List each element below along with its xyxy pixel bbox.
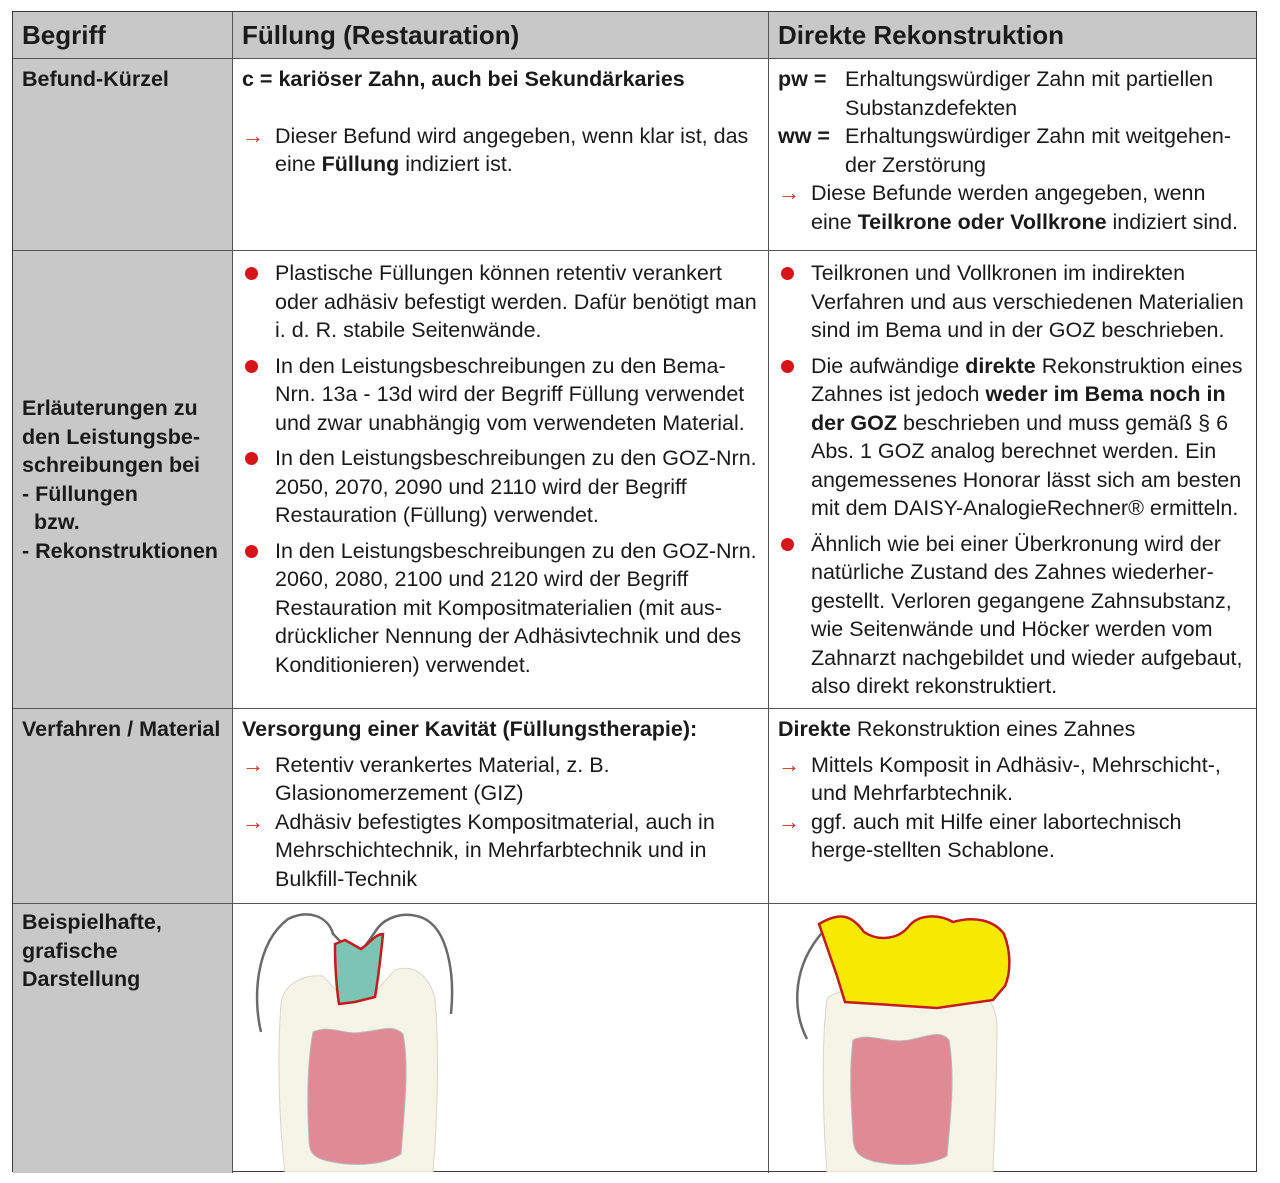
- tooth-crown-illustration: [769, 904, 1256, 1172]
- header-fuellung: Füllung (Restauration): [233, 12, 769, 59]
- cell-erlaeuterung-fuellung: [233, 251, 769, 709]
- arrow-right-icon: →: [242, 751, 264, 777]
- cell-erlaeuterung-rekonstruktion: [769, 251, 1256, 709]
- pulp: [308, 1028, 406, 1164]
- cell-verfahren-fuellung: [233, 709, 769, 904]
- list-item: → Retentiv verankertes Material, z. B. Glasionomerzement (GIZ): [242, 751, 610, 805]
- crown-reconstruction: [819, 916, 1009, 1008]
- arrow-right-icon: →: [242, 122, 264, 148]
- cell-verfahren-rekonstruktion: [769, 709, 1256, 904]
- cell-befund-fuellung: [233, 59, 769, 251]
- bullet-dot-icon: [245, 360, 258, 373]
- header-rekonstruktion: Direkte Rekonstruktion: [769, 12, 1256, 59]
- befund-note-fuellung: → Dieser Befund wird angegeben, wenn klar ist, das eine Füllung indiziert ist.: [242, 122, 749, 176]
- list-item: → Adhäsiv befestigtes Kompositmaterial, auch in Mehrschichtechnik, in Mehrfarbtechnik und in Bulkfill-Technik: [242, 808, 715, 891]
- cell-grafik-fuellung: [233, 904, 769, 1173]
- label-verfahren-material: Verfahren / Material: [13, 709, 233, 904]
- pulp: [851, 1035, 952, 1165]
- label-befund-kuerzel: Befund-Kürzel: [13, 59, 233, 251]
- list-item: → ggf. auch mit Hilfe einer labortechnisch herge-stellten Schablone.: [778, 808, 1182, 862]
- list-item: Plastische Füllungen können retentiv verankert oder adhäsiv befestigt werden. Dafür benötigt man i. d. R. stabile Seitenwände.: [242, 259, 760, 345]
- list-item: Ähnlich wie bei einer Überkronung wird der natürliche Zustand des Zahnes wiederher-gestellt. Verloren gegangene Zahnsubstanz, wie Seitenwände und Höcker werden vom Zahnarzt nachgebildet und wieder aufgebaut, also direkt rekonstruktiert.: [778, 530, 1248, 701]
- list-item: In den Leistungsbeschreibungen zu den GOZ-Nrn. 2050, 2070, 2090 und 2110 wird der Begriff Restauration (Füllung) verwendet.: [242, 444, 760, 530]
- arrow-right-icon: →: [778, 180, 800, 205]
- list-item: In den Leistungsbeschreibungen zu den Bema-Nrn. 13a - 13d wird der Begriff Füllung verwendet und zwar unabhängig vom verwendeten Material.: [242, 352, 760, 438]
- bullet-dot-icon: [781, 538, 794, 551]
- label-grafische-darstellung: Beispielhafte, grafische Darstellung: [13, 904, 233, 1173]
- arrow-right-icon: →: [778, 808, 800, 834]
- arrow-right-icon: →: [242, 808, 264, 834]
- comparison-table: [12, 11, 1257, 1172]
- list-item: → Mittels Komposit in Adhäsiv-, Mehrschicht-, und Mehrfarbtechnik.: [778, 751, 1221, 805]
- enamel-outline: [797, 929, 825, 1039]
- befund-def-pw: pw = Erhaltungswürdiger Zahn mit partiellen Substanzdefekten: [778, 67, 1214, 120]
- list-item: Teilkronen und Vollkronen im indirekten Verfahren und aus verschiedenen Materialien sind im Bema und in der GOZ beschrieben.: [778, 259, 1248, 345]
- bullet-dot-icon: [245, 452, 258, 465]
- tooth-filling-illustration: [233, 904, 769, 1172]
- label-erlaeuterungen: Erläuterungen zu den Leistungsbe- schreibungen bei - Füllungen bzw. - Rekonstruktionen: [13, 251, 233, 709]
- bullet-dot-icon: [781, 267, 794, 280]
- befund-note-rekonstruktion: → Diese Befunde werden angegeben, wenn eine Teilkrone oder Vollkrone indiziert sind.: [778, 180, 1239, 234]
- verfahren-heading-rekonstruktion: Direkte Rekonstruktion eines Zahnes: [778, 717, 1136, 741]
- verfahren-heading-fuellung: Versorgung einer Kavität (Füllungstherapie):: [242, 717, 698, 741]
- befund-code-c: c = kariöser Zahn, auch bei Sekundärkaries: [242, 67, 685, 91]
- list-item: In den Leistungsbeschreibungen zu den GOZ-Nrn. 2060, 2080, 2100 und 2120 wird der Begriff Restauration mit Kompositmaterialien (mit aus-drücklicher Nennung der Adhäsivtechnik und des Konditionieren) verwendet.: [242, 537, 760, 680]
- bullet-dot-icon: [245, 545, 258, 558]
- cell-befund-rekonstruktion: [769, 59, 1256, 251]
- bullet-dot-icon: [781, 360, 794, 373]
- bullet-dot-icon: [245, 267, 258, 280]
- arrow-right-icon: →: [778, 751, 800, 777]
- cell-grafik-rekonstruktion: [769, 904, 1256, 1173]
- befund-def-ww: ww = Erhaltungswürdiger Zahn mit weitgehen-der Zerstörung: [778, 124, 1232, 177]
- list-item: Die aufwändige direkte Rekonstruktion eines Zahnes ist jedoch weder im Bema noch in der GOZ beschrieben und muss gemäß § 6 Abs. 1 GOZ analog berechnet werden. Ein angemessenes Honorar lässt sich am besten mit dem DAISY-AnalogieRechner® ermitteln.: [778, 352, 1248, 523]
- header-begriff: Begriff: [13, 12, 233, 59]
- filling-composite: [335, 934, 383, 1004]
